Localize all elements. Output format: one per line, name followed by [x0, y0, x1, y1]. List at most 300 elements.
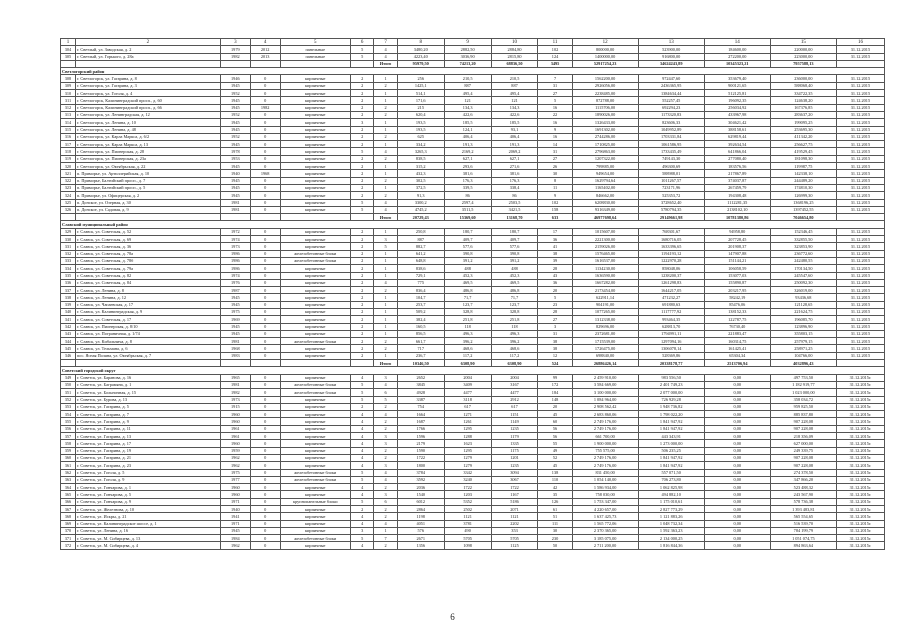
table-cell: 31.12.2015: [836, 257, 884, 264]
table-cell: 1: [374, 141, 397, 148]
table-cell: 1945: [220, 82, 250, 89]
table-cell: 0: [250, 374, 280, 381]
empty-cell: [250, 214, 280, 221]
table-cell: 1945: [220, 330, 250, 337]
table-cell: 5: [350, 199, 373, 206]
table-cell: 381,6: [444, 170, 491, 177]
table-cell: 31.12.2015г.: [836, 535, 884, 542]
header-cell: 15: [770, 39, 836, 46]
table-cell: 1962: [220, 542, 250, 549]
table-cell: 2: [350, 111, 373, 118]
table-cell: г. Советск, ул. Баранова, д. 16: [75, 374, 220, 381]
table-cell: 1987: [220, 287, 250, 294]
table-cell: 4: [350, 513, 373, 520]
table-row: [61, 352, 885, 359]
table-cell: 2: [374, 425, 397, 432]
total-cell: 10346,50: [397, 360, 444, 367]
table-cell: 5: [350, 389, 373, 396]
table-cell: 2 370 365,00: [572, 527, 638, 534]
table-cell: 31.12.2015: [836, 265, 884, 272]
table-cell: 4477: [444, 389, 491, 396]
table-cell: 496300,69: [638, 163, 704, 170]
total-cell: 10781380,86: [704, 214, 770, 221]
table-cell: 5: [350, 53, 373, 60]
table-cell: 4: [374, 411, 397, 418]
table-cell: 1: [374, 316, 397, 323]
table-cell: 1 841 947,92: [638, 418, 704, 425]
table-cell: 277080,40: [704, 155, 770, 162]
table-cell: 1 841 947,92: [638, 454, 704, 461]
table-cell: 1971: [220, 520, 250, 527]
table-cell: 3511,5: [444, 206, 491, 213]
table-cell: 9: [538, 192, 572, 199]
table-cell: 0: [250, 301, 280, 308]
total-cell: 29149661,98: [638, 214, 704, 221]
table-cell: 123896,90: [770, 323, 836, 330]
table-cell: 0,00: [704, 469, 770, 476]
total-cell: 2513706,94: [704, 360, 770, 367]
table-cell: 86: [491, 192, 538, 199]
table-cell: 509,2: [397, 308, 444, 315]
table-cell: 7: [538, 75, 572, 82]
table-cell: 0,00: [704, 440, 770, 447]
table-cell: 1 175 010,61: [638, 498, 704, 505]
table-cell: 661 700,00: [572, 433, 638, 440]
table-cell: 1945: [220, 119, 250, 126]
table-cell: 1: [374, 97, 397, 104]
table-cell: 50: [538, 542, 572, 549]
total-row: [61, 360, 885, 367]
table-cell: кирпичные: [280, 104, 350, 111]
table-cell: 184600,00: [704, 46, 770, 53]
table-cell: г. Светлогорск, ул. Ленинградская, д. 12: [75, 111, 220, 118]
table-cell: г. Славск, ул. Кибальчича, д. 8: [75, 338, 220, 345]
table-cell: 2173454,00: [572, 287, 638, 294]
table-cell: 5: [374, 243, 397, 250]
table-cell: 2: [350, 228, 373, 235]
table-row: [61, 46, 885, 53]
table-row: [61, 104, 885, 111]
table-cell: кирпичные: [280, 184, 350, 191]
total-cell: 95979,50: [397, 60, 444, 67]
table-cell: 0,00: [704, 506, 770, 513]
table-cell: 2: [374, 447, 397, 454]
table-cell: 196092,35: [704, 97, 770, 104]
table-cell: 422,6: [491, 111, 538, 118]
table-cell: 0: [250, 447, 280, 454]
table-cell: 2 077 000,00: [638, 389, 704, 396]
table-cell: 858048,06: [638, 265, 704, 272]
table-cell: 2071: [491, 506, 538, 513]
table-cell: 0,00: [704, 535, 770, 542]
table-cell: 118: [444, 323, 491, 330]
table-cell: 0: [250, 491, 280, 498]
table-cell: г. Славск, ул. Советская, д. 69: [75, 236, 220, 243]
table-cell: 256034,92: [704, 104, 770, 111]
empty-cell: [75, 360, 220, 367]
table-cell: 836,4: [397, 287, 444, 294]
table-cell: 2926056,00: [572, 82, 638, 89]
table-cell: 2: [350, 184, 373, 191]
total-cell: 633: [538, 214, 572, 221]
table-cell: 1 948 736,82: [638, 403, 704, 410]
table-cell: 31.12.2015: [836, 177, 884, 184]
table-cell: 514,1: [397, 90, 444, 97]
table-row: [61, 308, 885, 315]
table-cell: г. Советск, ул. Гоголя, д. 5: [75, 469, 220, 476]
table-cell: кирпичные: [280, 265, 350, 272]
table-cell: 409,7: [444, 236, 491, 243]
table-cell: кирпичные: [280, 97, 350, 104]
table-cell: 3: [350, 527, 373, 534]
table-cell: 0: [250, 330, 280, 337]
table-cell: 1890026,00: [572, 111, 638, 118]
table-cell: кирпичные: [280, 279, 350, 286]
table-cell: 1945: [220, 192, 250, 199]
table-cell: 1952: [220, 111, 250, 118]
table-cell: 856,5: [397, 330, 444, 337]
table-cell: 627 000,00: [770, 440, 836, 447]
table-cell: 959 825,50: [770, 403, 836, 410]
table-cell: 2: [350, 126, 373, 133]
table-cell: 469,5: [491, 279, 538, 286]
table-cell: 1961: [220, 425, 250, 432]
empty-cell: [250, 60, 280, 67]
empty-cell: [280, 214, 350, 221]
table-cell: 31.12.2015: [836, 338, 884, 345]
table-cell: п. Донское, ул. Садовая, д. 9: [75, 206, 220, 213]
table-cell: 0: [250, 352, 280, 359]
table-cell: 2: [350, 97, 373, 104]
table-cell: 161425,41: [704, 345, 770, 352]
table-cell: 907 228,08: [770, 462, 836, 469]
table-cell: 85476,06: [704, 301, 770, 308]
table-cell: 5: [538, 294, 572, 301]
table-cell: 0,00: [704, 484, 770, 491]
table-cell: 2 749 176,00: [572, 425, 638, 432]
table-cell: 366: [61, 498, 76, 505]
table-cell: 1 586 934,00: [572, 484, 638, 491]
table-cell: 4: [350, 447, 373, 454]
table-cell: 342: [61, 323, 76, 330]
table-cell: 102: [538, 46, 572, 53]
table-cell: 5: [350, 381, 373, 388]
table-cell: 1173320,83: [638, 111, 704, 118]
table-cell: 181098,30: [770, 155, 836, 162]
table-cell: 1077265,00: [572, 308, 638, 315]
table-cell: панельные: [280, 46, 350, 53]
table-cell: 1981: [220, 381, 250, 388]
table-cell: 452,3: [491, 272, 538, 279]
table-cell: 94958,80: [704, 228, 770, 235]
table-cell: 236000,00: [770, 75, 836, 82]
table-cell: 2013: [250, 53, 280, 60]
table-cell: 16: [538, 119, 572, 126]
table-cell: кирпичные: [280, 323, 350, 330]
table-cell: 1175: [491, 447, 538, 454]
table-cell: 495,4: [444, 90, 491, 97]
table-cell: 2: [350, 257, 373, 264]
table-cell: 372,5: [397, 184, 444, 191]
table-cell: 0,00: [704, 374, 770, 381]
table-cell: 3387: [397, 396, 444, 403]
table-cell: 907 228,08: [770, 425, 836, 432]
table-cell: 2 401 749,23: [638, 381, 704, 388]
table-cell: 0: [250, 476, 280, 483]
empty-cell: [280, 360, 350, 367]
table-cell: 3845: [397, 381, 444, 388]
table-cell: 328,8: [491, 308, 538, 315]
header-cell: 4: [250, 39, 280, 46]
table-cell: 350: [61, 381, 76, 388]
table-cell: 65304,34: [704, 352, 770, 359]
table-row: [61, 381, 885, 388]
table-cell: п. Приморье, ул. Офицерская, д. 2: [75, 192, 220, 199]
table-cell: кирпичные: [280, 163, 350, 170]
table-cell: 557 071,50: [638, 469, 704, 476]
table-cell: г. Славск, ул. Ленина, д. 8: [75, 287, 220, 294]
table-cell: 236772,60: [770, 250, 836, 257]
table-cell: 325: [61, 199, 76, 206]
table-cell: 1 048 732,34: [638, 520, 704, 527]
table-cell: 31.12.2015: [836, 250, 884, 257]
table-cell: 1: [374, 352, 397, 359]
table-cell: кирпичные: [280, 243, 350, 250]
table-cell: 1687: [397, 418, 444, 425]
table-cell: 5: [350, 498, 373, 505]
table-cell: 332: [61, 250, 76, 257]
table-cell: 1664: [397, 411, 444, 418]
table-cell: 1 393 483,81: [770, 506, 836, 513]
table-cell: 3 100 000,00: [572, 389, 638, 396]
table-cell: 4223,40: [397, 53, 444, 60]
table-cell: 1115706,00: [572, 104, 638, 111]
table-cell: 1297094,16: [638, 338, 704, 345]
table-cell: 1971: [220, 498, 250, 505]
table-cell: 0: [250, 90, 280, 97]
table-row: [61, 119, 885, 126]
table-cell: 726 929,28: [638, 396, 704, 403]
table-cell: 0: [250, 272, 280, 279]
table-cell: 58242,19: [704, 294, 770, 301]
table-cell: 245547,60: [770, 272, 836, 279]
table-cell: 1384634,44: [638, 90, 704, 97]
table-cell: кирпичные: [280, 308, 350, 315]
empty-cell: [61, 60, 76, 67]
table-cell: 31.12.2015: [836, 141, 884, 148]
table-cell: кирпичные: [280, 411, 350, 418]
header-cell: 9: [444, 39, 491, 46]
table-cell: 528369,86: [638, 352, 704, 359]
table-cell: 1425,1: [397, 82, 444, 89]
header-cell: 14: [704, 39, 770, 46]
table-cell: 0,00: [704, 491, 770, 498]
table-cell: 31.12.2015г.: [836, 381, 884, 388]
table-cell: 1915: [220, 403, 250, 410]
table-cell: кирпичные: [280, 272, 350, 279]
table-cell: 93436,68: [770, 294, 836, 301]
table-cell: 755 575,00: [572, 447, 638, 454]
table-cell: 1238200,37: [638, 272, 704, 279]
table-cell: 344: [61, 338, 76, 345]
table-cell: 1207322,00: [572, 155, 638, 162]
table-cell: 31.12.2015г.: [836, 476, 884, 483]
table-cell: 221883,47: [704, 330, 770, 337]
table-cell: 4928: [397, 389, 444, 396]
table-cell: 326019,00: [770, 287, 836, 294]
table-cell: 160,5: [397, 323, 444, 330]
housing-table: [60, 38, 885, 550]
table-cell: 2744286,00: [572, 133, 638, 140]
table-cell: 983 556,50: [638, 374, 704, 381]
table-cell: 494 882,10: [638, 491, 704, 498]
table-cell: 1945: [220, 323, 250, 330]
table-cell: 27: [538, 316, 572, 323]
table-cell: 351: [61, 389, 76, 396]
table-cell: 31.12.2015: [836, 308, 884, 315]
table-cell: 0: [250, 148, 280, 155]
table-cell: 0,00: [704, 454, 770, 461]
table-cell: 488: [444, 265, 491, 272]
table-cell: 1198: [397, 513, 444, 520]
table-row: [61, 316, 885, 323]
table-cell: г. Советск, ул. Гончарова, д. 9: [75, 498, 220, 505]
table-cell: 31.12.2015г.: [836, 454, 884, 461]
table-cell: 2012: [250, 46, 280, 53]
table-cell: 339: [61, 301, 76, 308]
table-cell: 3167: [491, 381, 538, 388]
table-cell: 3781: [444, 520, 491, 527]
table-cell: 6208830,00: [572, 199, 638, 206]
table-cell: 1986: [220, 265, 250, 272]
table-cell: 199095,25: [770, 119, 836, 126]
table-cell: 588068,40: [770, 82, 836, 89]
section-title: Славский муниципальный район: [61, 221, 885, 228]
table-cell: 31.12.2015: [836, 133, 884, 140]
table-cell: 1: [374, 90, 397, 97]
table-cell: 31.12.2015: [836, 287, 884, 294]
table-cell: 885 837,80: [770, 411, 836, 418]
table-cell: 627,1: [444, 155, 491, 162]
table-cell: 258971,25: [770, 345, 836, 352]
table-cell: 907 228,08: [770, 418, 836, 425]
table-cell: 2: [350, 82, 373, 89]
empty-cell: [350, 60, 373, 67]
table-cell: 4: [350, 440, 373, 447]
table-cell: 31.12.2015: [836, 97, 884, 104]
table-cell: 1636590,00: [572, 272, 638, 279]
table-cell: 27: [538, 90, 572, 97]
table-cell: кирпичные: [280, 141, 350, 148]
table-cell: 39: [538, 257, 572, 264]
table-row: [61, 403, 885, 410]
table-cell: 1953: [220, 155, 250, 162]
table-cell: кирпичные: [280, 527, 350, 534]
table-cell: 31.12.2015г.: [836, 374, 884, 381]
table-cell: 2597,4: [444, 199, 491, 206]
table-cell: 0: [250, 257, 280, 264]
empty-cell: [350, 360, 373, 367]
table-cell: 2912: [491, 396, 538, 403]
table-cell: 1356: [397, 542, 444, 549]
table-cell: 1975: [220, 308, 250, 315]
table-row: [61, 148, 885, 155]
table-cell: 218 356,09: [770, 433, 836, 440]
table-cell: 16: [538, 133, 572, 140]
table-cell: кирпичные: [280, 155, 350, 162]
table-cell: 28: [538, 308, 572, 315]
table-cell: 3094: [491, 469, 538, 476]
table-cell: 2: [374, 454, 397, 461]
table-cell: 2 683 860,06: [572, 411, 638, 418]
table-cell: 274 378,50: [770, 469, 836, 476]
table-row: [61, 411, 885, 418]
table-cell: 368: [61, 513, 76, 520]
table-cell: 250,8: [397, 228, 444, 235]
table-cell: 1: [374, 184, 397, 191]
table-cell: 2: [350, 90, 373, 97]
table-cell: 147907,88: [704, 250, 770, 257]
table-cell: 0,00: [704, 396, 770, 403]
table-row: [61, 287, 885, 294]
table-cell: 872788,00: [572, 97, 638, 104]
table-cell: 2: [350, 104, 373, 111]
table-cell: кирпичные: [280, 126, 350, 133]
table-cell: 223000,00: [770, 53, 836, 60]
table-cell: 31.12.2015: [836, 199, 884, 206]
table-cell: 2 749 176,00: [572, 462, 638, 469]
table-cell: 324: [61, 192, 76, 199]
table-cell: 2372681,00: [572, 330, 638, 337]
table-cell: 1941: [220, 513, 250, 520]
table-cell: 2: [350, 294, 373, 301]
table-cell: 1722: [491, 484, 538, 491]
table-cell: 0,00: [704, 542, 770, 549]
table-cell: 443 343,91: [638, 433, 704, 440]
table-cell: 717: [397, 345, 444, 352]
table-cell: 1710825,00: [572, 141, 638, 148]
total-cell: 10345323,21: [704, 60, 770, 67]
table-cell: г. Светлогорск, ул. Ленина, д. 10: [75, 119, 220, 126]
total-label: Итого: [374, 214, 397, 221]
table-cell: 5: [350, 396, 373, 403]
table-cell: 1: [374, 330, 397, 337]
table-cell: 31.12.2015: [836, 184, 884, 191]
table-row: [61, 192, 885, 199]
section-row: [61, 367, 885, 374]
table-cell: 3: [374, 374, 397, 381]
empty-cell: [280, 60, 350, 67]
table-cell: 99: [538, 374, 572, 381]
table-cell: 31.12.2015: [836, 119, 884, 126]
table-cell: 617: [491, 403, 538, 410]
table-cell: 7: [374, 535, 397, 542]
table-cell: 2796863,00: [572, 148, 638, 155]
table-cell: 31.12.2015г.: [836, 491, 884, 498]
table-cell: 1167: [491, 491, 538, 498]
table-cell: 1691302,00: [572, 126, 638, 133]
table-cell: 0,00: [704, 425, 770, 432]
table-cell: 335: [61, 272, 76, 279]
table-cell: 1: [374, 301, 397, 308]
table-cell: 698840,00: [572, 352, 638, 359]
table-cell: 4: [374, 469, 397, 476]
table-cell: 1: [374, 163, 397, 170]
table-row: [61, 177, 885, 184]
table-cell: г. Славск, ул. Советская, д. 84: [75, 279, 220, 286]
table-cell: 4051: [397, 520, 444, 527]
table-cell: 512125,81: [704, 90, 770, 97]
